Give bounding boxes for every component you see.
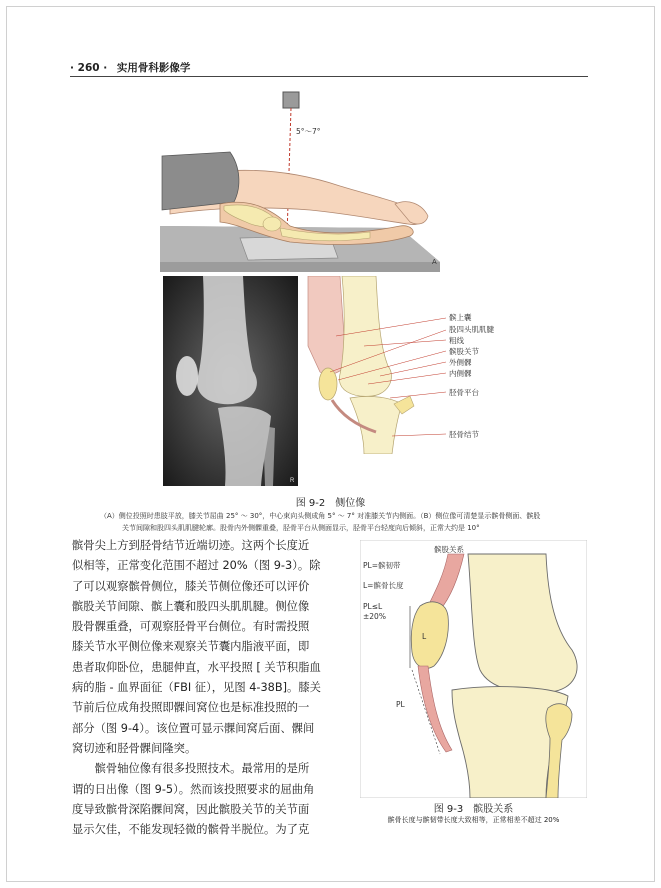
- label-linea-aspera: 粗线: [449, 336, 464, 345]
- text-line: 髌骨尖上方到胫骨结节近端切迹。这两个长度近: [72, 539, 310, 552]
- text-line: 谓的日出像（图 9-5）。然而该投照要求的屈曲角: [72, 782, 315, 796]
- fig3-marker-pl: PL: [396, 700, 405, 709]
- running-header: [70, 60, 190, 75]
- label-lateral-condyle: 外侧髁: [449, 358, 472, 367]
- label-tibial-tuberosity: 胫骨结节: [449, 430, 479, 439]
- quadriceps-muscle: [308, 276, 346, 374]
- xray-marker: R: [290, 478, 295, 484]
- xray-patella: [176, 356, 198, 396]
- xray-tube-icon: [283, 92, 299, 108]
- text-line: 节前后位成角投照即髁间窝位也是标准投照的一: [72, 701, 310, 715]
- figure-9-2-diagram: [306, 276, 506, 454]
- caption-line: （A）侧位投照时患肢平放，膝关节屈曲 25° ～ 30°，中心束向头侧成角 5° ～ 7° 对准膝关节内侧面。（B）侧位像可清楚显示髌骨侧面、髌股: [100, 512, 541, 520]
- figure-9-2-panel-a: [160, 86, 440, 272]
- page-number: · 260 ·: [70, 62, 108, 74]
- label-quadriceps-tendon: 股四头肌肌腱: [449, 325, 494, 334]
- xray-fibula: [263, 426, 275, 486]
- body-text: [72, 536, 342, 840]
- figure-9-2-xray: [163, 276, 298, 486]
- figure-9-3-title: 图 9-3 髌股关系: [433, 804, 514, 815]
- fig3-legend-pl: PL=髌韧带: [363, 561, 401, 570]
- figure-9-3-caption: 髌骨长度与髌韧带长度大致相等，正常相差不超过 20%: [387, 816, 560, 824]
- text-line: 了可以观察髌骨侧位，膝关节侧位像还可以评价: [72, 579, 310, 593]
- fig3-marker-l: L: [422, 632, 427, 641]
- shorts: [162, 152, 239, 210]
- header-rule: [70, 76, 588, 77]
- angle-label: 5°～7°: [296, 127, 321, 136]
- label-patellofemoral-joint: 髌股关节: [449, 347, 479, 356]
- text-line: 髌股关节间隙、髌上囊和股四头肌肌腱。侧位像: [72, 599, 310, 613]
- diagram-femur: [339, 276, 391, 396]
- label-tibial-plateau: 胫骨平台: [449, 388, 479, 397]
- panel-a-letter: A: [432, 259, 437, 266]
- label-medial-condyle: 内侧髁: [449, 369, 472, 378]
- figure-9-2-title: 图 9-2 侧位像: [295, 498, 366, 509]
- diagram-patella: [319, 368, 337, 400]
- text-line: 度导致髌骨深陷髁间窝，因此髌股关节的关节面: [72, 802, 310, 816]
- text-line: 部分（图 9-4）。该位置可显示髁间窝后面、髁间: [72, 721, 315, 735]
- figure-9-3: [360, 540, 587, 798]
- text-line: 膝关节水平侧位像来观察关节囊内脂液平面，即: [72, 640, 310, 654]
- central-beam-line: [287, 108, 291, 236]
- fig3-rule: PL≤L: [363, 602, 383, 611]
- caption-line: 关节间隙和股四头肌肌腱轮廓。股骨内外侧髁重叠，胫骨平台从侧面显示，胫骨平台轻度向后倾斜，正常大约是 10°: [122, 524, 480, 532]
- fig3-heading: 髌股关系: [434, 545, 464, 554]
- book-title: 实用骨科影像学: [116, 62, 191, 74]
- fig3-legend-l: L=髌骨长度: [363, 581, 404, 590]
- text-line: 显示欠佳，不能发现轻微的髌骨半脱位。为了克: [72, 823, 310, 837]
- fig3-tolerance: ±20%: [363, 612, 386, 621]
- text-line: 窝切迹和胫骨髁间隆突。: [72, 741, 197, 755]
- text-line: 股骨髁重叠，可观察胫骨平台侧位。有时需投照: [72, 620, 310, 634]
- text-line: 病的脂 - 血界面征（FBI 征），见图 4-38B]。膝关: [72, 681, 321, 695]
- figure-9-2-caption: [100, 510, 570, 534]
- text-line: 患者取仰卧位，患腿伸直，水平投照 [ 关节积脂血: [72, 660, 321, 674]
- label-suprapatellar-bursa: 髌上囊: [449, 313, 472, 322]
- knee-bone: [263, 217, 281, 231]
- text-line: 似相等，正常变化范围不超过 20%（图 9-3）。除: [72, 559, 321, 573]
- text-line: 髌骨轴位像有很多投照技术。最常用的是所: [72, 762, 310, 776]
